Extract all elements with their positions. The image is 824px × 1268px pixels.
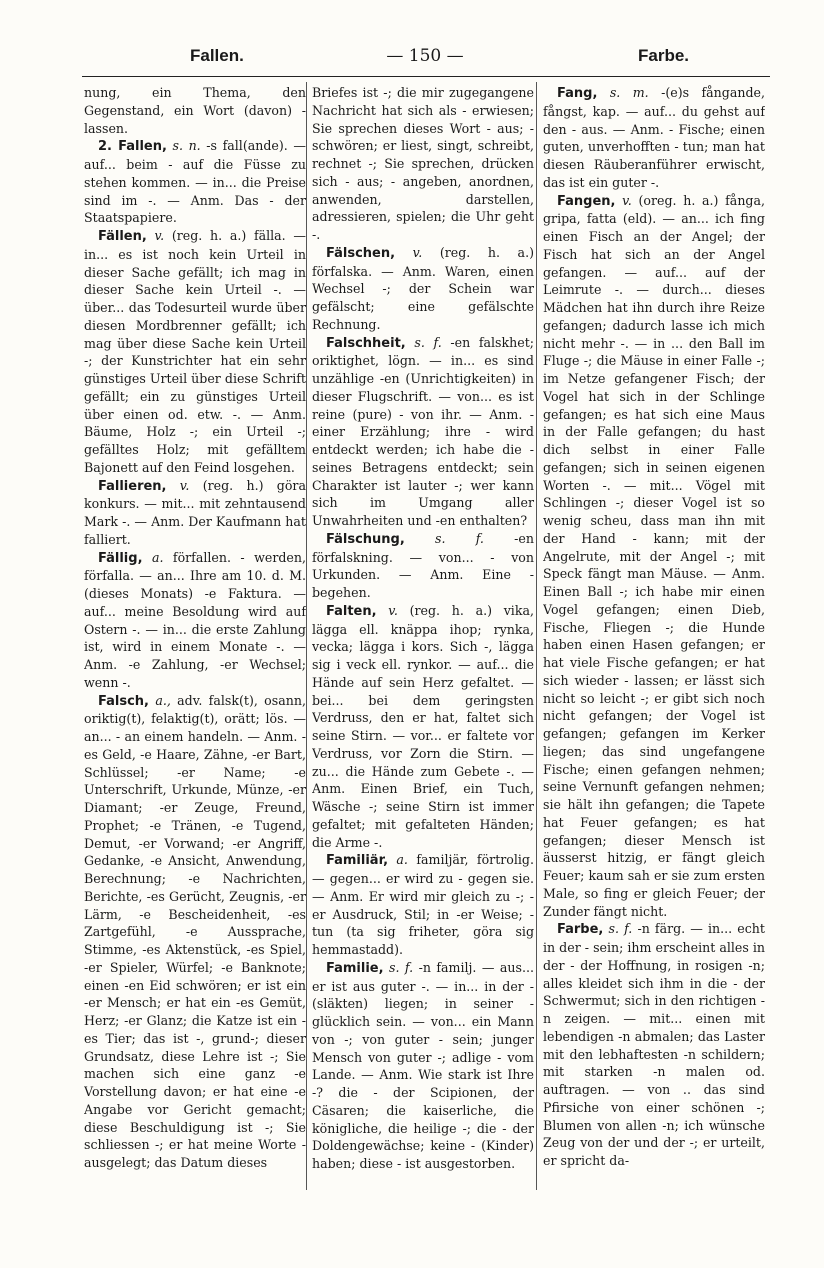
dictionary-entry — [84, 137, 306, 227]
entry-headword: Familie, — [326, 960, 384, 976]
entry-text: familjär, förtrolig. — gegen... er wird zu - gegen sie. — Anm. Er wird mir gleich zu -; -er Ausdruck, Stil; in -er Weise; - tun (ta sig friheter, göra sig hemmastadd). — [312, 852, 534, 957]
entry-grammar: v. — [412, 244, 423, 260]
entry-text: -n färg. — in... echt in der - sein; ihm erscheint alles in der - der Hoffnung, in rosigen -n; alles kleidet sich ihm in die - der Schwermut; sich in den richtigen -n zeigen. — mit... einen mit lebendigen -n abmalen; das Laster mit den lebhaftesten -n schildern; mit starken -n malen od. auftragen. — von .. das sind Pfirsiche von einer schönen -; Blumen von allen -n; ich wünsche Zeug von der und der -; er urteilt, er spricht da- — [543, 921, 765, 1168]
entry-headword: Falschheit, — [326, 335, 406, 351]
entry-grammar: s. m. — [609, 85, 649, 100]
header-left-guideword: Fallen. — [190, 46, 244, 65]
column-divider — [536, 82, 537, 1190]
entry-headword: Fällen, — [98, 229, 147, 244]
entry-text: förfallen. - werden, förfalla. — an... Ihre am 10. d. M. (dieses Monats) -e Faktura. — auf... meine Besoldung wird auf Ostern -. — in... die erste Zahlung ist, wird in einem Monate -. — Anm. -e Zahlung, -er Wechsel; wenn -. — [84, 549, 306, 690]
entry-headword: Fälschen, — [326, 245, 396, 261]
entry-text: (reg. h. a.) förfalska. — Anm. Waren, einen Wechsel -; der Schein war gefälscht; eine gefälschte Rechnung. — [312, 244, 534, 332]
entry-grammar: v. — [388, 602, 398, 618]
column-2 — [312, 84, 534, 1184]
dictionary-entry — [312, 602, 534, 852]
entry-text: nung, ein Thema, den Gegenstand, ein Wort (davon) - lassen. — [84, 85, 306, 136]
entry-grammar: s. n. — [172, 138, 201, 154]
entry-text: -(e)s fångande, fångst, kap. — auf... du gehst auf den - aus. — Anm. - Fische; einen guten, unverhofften - tun; man hat diesen Räuberanführer erwischt, das ist ein guter -. — [543, 85, 765, 190]
entry-headword: Fangen, — [557, 193, 616, 209]
page-number: — 150 — — [386, 46, 464, 66]
entry-text: -s fall(ande). — auf... beim - auf die Füsse zu stehen kommen. — in... die Preise sind im -. — Anm. Das - der Staatspapiere. — [84, 138, 306, 226]
entry-headword: Falten, — [326, 603, 377, 619]
entry-text: -n familj. — aus... er ist aus guter -. — in... in der - (släkten) liegen; in seiner - glücklich sein. — von... ein Mann von -; von guter - sein; junger Mensch von guter -; adlige - vom Lande. — Anm. Wie stark ist Ihre -? die - der Scipionen, der Cäsaren; die kaiserliche, die königliche, die heilige -; die - der Doldengewächse; keine - (Kinder) haben; diese - ist ausgestorben. — [312, 959, 534, 1171]
dictionary-entry — [543, 920, 765, 1170]
column-divider — [306, 82, 307, 1190]
dictionary-entry — [543, 192, 765, 921]
entry-headword: Fang, — [557, 86, 598, 101]
entry-headword: 2. Fallen, — [98, 139, 167, 155]
entry-headword: Fällig, — [98, 550, 143, 566]
entry-text: -en falskhet; oriktighet, lögn. — in... es sind unzählige -en (Unrichtigkeiten) in dieser Flugschrift. — von... es ist reine (pure) - von ihr. — Anm. - einer Erzählung; ihre - wird entdeckt werden; ich habe die - seines Betragens entdeckt; sein Charakter ist lauter -; wer kann sich im Umgang aller Unwahrheiten und -en enthalten? — [312, 334, 534, 528]
entry-grammar: s. f. — [435, 530, 484, 546]
entry-grammar: a., — [155, 692, 171, 708]
entry-text: (oreg. h. a.) fånga, gripa, fatta (eld). — an... ich fing einen Fisch an der Angel; der Fisch hat sich an der Angel gefangen. — auf... auf der Leimrute -. — durch... dieses Mädchen hat ihn durch ihre Reize gefangen; dadurch lasse ich mich nicht mehr -. — in ... den Ball im Fluge -; die Mäuse in einer Falle -; im Netze gefangener Fisch; der Vogel hat sich in der Schlinge gefangen; es hat sich eine Maus in der Falle gefangen; du hast dich selbst in einer Falle gefangen; sich in seinen eigenen Worten -. — mit... Vögel mit Schlingen -; dieser Vogel ist so wenig scheu, dass man ihn mit der Hand - kann; mit der Angelrute, mit der Angel -; mit Speck fängt man Mäuse. — Anm. Einen Ball -; ich habe mir einen Vogel gefangen; einen Dieb, Fische, Fliegen -; die Hunde haben einen Hasen gefangen; er hat viele Fische gefangen; er hat sich wieder - lassen; er lässt sich nicht so leicht -; er gibt sich noch nicht gefangen; der Vogel ist gefangen; gefangen im Kerker liegen; das sind ungefangene Fische; einen gefangen nehmen; seine Vernunft gefangen nehmen; sie hält ihn gefangen; die Tapete hat Feuer gefangen; es hat gefangen; dieser Mensch ist äusserst hitzig, er fängt gleich Feuer; kaum sah er sie zum ersten Male, so fing er gleich Feuer; der Zunder fängt nicht. — [543, 192, 765, 919]
column-3 — [543, 84, 765, 1184]
entry-grammar: a. — [151, 549, 164, 565]
entry-text: (reg. h. a.) vika, lägga ell. knäppa ihop; rynka, vecka; lägga i kors. Sich -, lägga sig i veck ell. rynkor. — auf... die Hände auf sein Herz gefaltet. — bei... bei dem geringsten Verdruss, den er hat, faltet sich seine Stirn. — vor... er faltete vor Verdruss, vor Zorn die Stirn. — zu... die Hände zum Gebete -. — Anm. Einen Brief, ein Tuch, Wäsche -; seine Stirn ist immer gefaltet; mit gefalteten Händen; die Arme -. — [312, 602, 534, 850]
entry-headword: Fallieren, — [98, 478, 167, 494]
dictionary-entry — [312, 959, 534, 1173]
dictionary-entry — [84, 477, 306, 549]
dictionary-entry — [312, 244, 534, 334]
entry-headword: Farbe, — [557, 922, 604, 938]
dictionary-entry — [84, 227, 306, 477]
entry-grammar: a. — [396, 852, 408, 868]
entry-text: (reg. h.) göra konkurs. — mit... mit zehntausend Mark -. — Anm. Der Kaufmann hat falliert. — [84, 477, 306, 547]
entry-grammar: v. — [154, 228, 165, 243]
header-right-guideword: Farbe. — [638, 46, 690, 65]
entry-headword: Falsch, — [98, 693, 149, 709]
entry-grammar: v. — [622, 192, 632, 208]
dictionary-entry — [312, 851, 534, 959]
dictionary-entry — [312, 334, 534, 530]
entry-grammar: s. f. — [389, 959, 414, 975]
entry-text: (reg. h. a.) fälla. — in... es ist noch kein Urteil in dieser Sache gefällt; ich mag in dieser Sache kein Urteil -. — über... das Todesurteil wurde über diesen Mordbrenner gefällt; ich mag über diese Sache kein Urteil -; der Kunstrichter hat ein sehr günstiges Urteil über diese Schrift gefällt; ein zu günstiges Urteil über einen od. etw. -. — Anm. Bäume, Holz -; ein Urteil -; gefälltes Holz; mit gefälltem Bajonett auf den Feind losgehen. — [84, 228, 306, 475]
column-1 — [84, 84, 306, 1184]
entry-headword: Fälschung, — [326, 531, 405, 547]
entry-continuation — [84, 84, 306, 137]
dictionary-entry — [312, 530, 534, 602]
dictionary-entry — [84, 549, 306, 692]
dictionary-entry — [84, 692, 306, 1172]
entry-grammar: s. f. — [608, 921, 633, 937]
entry-continuation — [312, 84, 534, 244]
entry-text: Briefes ist -; die mir zugegangene Nachricht hat sich als - erwiesen; Sie sprechen dieses Wort - aus; - schwören; er liest, singt, schreibt, rechnet -; Sie sprechen, drücken sich - aus; - angeben, anordnen, anwenden, darstellen, adressieren, spielen; die Uhr geht -. — [312, 85, 534, 242]
entry-grammar: s. f. — [414, 334, 442, 350]
dictionary-entry — [543, 84, 765, 192]
entry-text: -en förfalskning. — von... - von Urkunden. — Anm. Eine - begehen. — [312, 530, 534, 600]
entry-headword: Familiär, — [326, 853, 389, 869]
entry-grammar: v. — [179, 477, 190, 493]
entry-text: adv. falsk(t), osann, oriktig(t), felaktig(t), orätt; lös. — an... - an einem handeln. — Anm. -es Geld, -e Haare, Zähne, -er Bart, Schlüssel; -er Name; -e Unterschrift, Urkunde, Münze, -er Diamant; -er Zeuge, Freund, Prophet; -e Tränen, -e Tugend, Demut, -er Vorwand; -er Angriff, Gedanke, -e Ansicht, Anwendung, Berechnung; -e Nachrichten, Berichte, -es Gerücht, Zeugnis, -er Lärm, -e Bescheidenheit, -es Zartgefühl, -e Aussprache, Stimme, -es Aktenstück, -es Spiel, -er Spieler, Würfel; -e Banknote; einen -en Eid schwören; er ist ein -er Mensch; er hat ein -es Gemüt, Herz; -er Glanz; die Katze ist ein -es Tier; das ist -, grund-; dieser Grundsatz, diese Lehre ist -; Sie machen sich eine ganz -e Vorstellung davon; er hat eine -e Angabe vor Gericht gemacht; diese Beschuldigung ist -; Sie schliessen -; er hat meine Worte - ausgelegt; das Datum dieses — [84, 692, 306, 1170]
page-header — [80, 46, 770, 80]
header-rule — [82, 76, 770, 77]
